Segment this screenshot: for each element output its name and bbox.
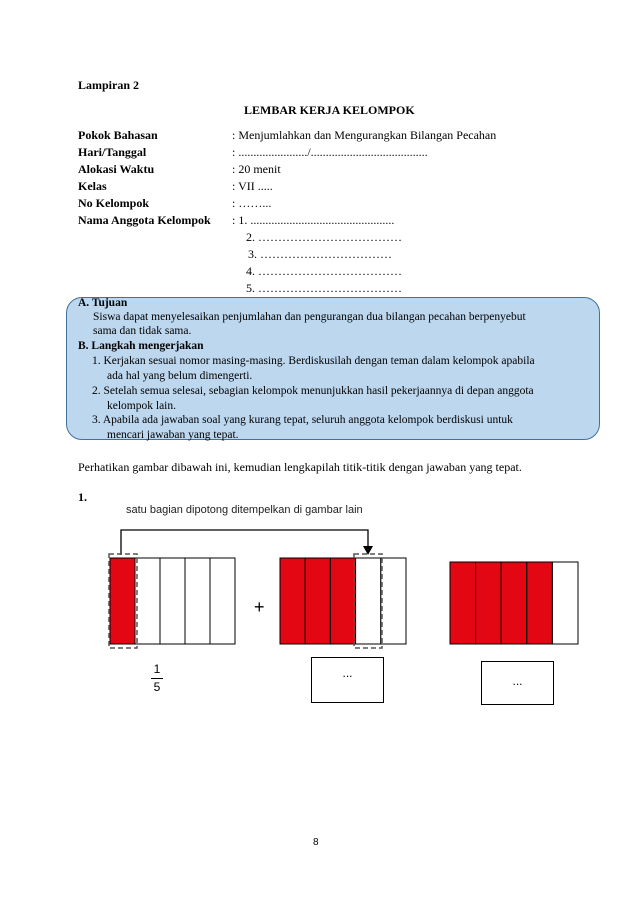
shaded-part [110, 558, 135, 644]
page-number: 8 [313, 837, 319, 848]
shaded-part [527, 562, 553, 644]
figure-caption: satu bagian dipotong ditempelkan di gambar lain [126, 504, 363, 516]
info-label-group: No Kelompok [78, 196, 150, 210]
question-number: 1. [78, 490, 87, 504]
member-line: 5. ……………………………… [246, 281, 402, 295]
answer-box-1[interactable] [311, 657, 384, 703]
info-value-date: : ......................./....................................... [232, 145, 428, 159]
info-value-members: : 1. ................................................ [232, 213, 395, 227]
shaded-part [501, 562, 527, 644]
info-value-class: : VII ..... [232, 179, 273, 193]
info-value-topic: : Menjumlahkan dan Mengurangkan Bilangan Pecahan [232, 128, 497, 142]
info-label-class: Kelas [78, 179, 107, 193]
shaded-part [280, 558, 305, 644]
plus-sign: + [254, 597, 265, 617]
shaded-part [305, 558, 330, 644]
unshaded-part [160, 558, 185, 644]
step-line: 1. Kerjakan sesuai nomor masing-masing. Berdiskusilah dengan teman dalam kelompok apabila [92, 355, 535, 367]
step-line: kelompok lain. [107, 400, 176, 412]
page-title: LEMBAR KERJA KELOMPOK [244, 103, 415, 117]
unshaded-part [135, 558, 160, 644]
fraction-bar [151, 678, 163, 679]
instruction-text: Perhatikan gambar dibawah ini, kemudian lengkapilah titik-titik dengan jawaban yang tepat. [78, 460, 522, 474]
section-b-title: B. Langkah mengerjakan [78, 340, 204, 352]
member-line: 3. …………………………… [248, 247, 392, 261]
shaded-part [450, 562, 476, 644]
answer-blank: ... [512, 674, 523, 688]
section-a-line: Siswa dapat menyelesaikan penjumlahan dan pengurangan dua bilangan pecahan berpenyebut [93, 311, 526, 323]
step-line: 3. Apabila ada jawaban soal yang kurang tepat, seluruh anggota kelompok berdiskusi untuk [92, 414, 513, 426]
info-label-topic: Pokok Bahasan [78, 128, 158, 142]
unshaded-part [552, 562, 578, 644]
info-label-members: Nama Anggota Kelompok [78, 213, 211, 227]
shaded-part [476, 562, 502, 644]
info-value-time: : 20 menit [232, 162, 281, 176]
unshaded-part [210, 558, 235, 644]
fraction-denominator: 5 [153, 680, 161, 694]
info-value-group: : ……... [232, 196, 272, 210]
appendix-label: Lampiran 2 [78, 78, 140, 92]
step-line: ada hal yang belum dimengerti. [107, 370, 253, 382]
section-a-line: sama dan tidak sama. [93, 325, 192, 337]
answer-box-2[interactable] [481, 661, 554, 705]
answer-blank: ... [342, 666, 353, 680]
unshaded-part [356, 558, 381, 644]
step-line: mencari jawaban yang tepat. [107, 429, 239, 441]
info-label-date: Hari/Tanggal [78, 145, 147, 159]
shaded-part [330, 558, 355, 644]
unshaded-part [185, 558, 210, 644]
member-line: 4. ……………………………… [246, 264, 402, 278]
unshaded-part [381, 558, 406, 644]
fraction-numerator: 1 [153, 662, 161, 676]
info-label-time: Alokasi Waktu [78, 162, 155, 176]
step-line: 2. Setelah semua selesai, sebagian kelompok menunjukkan hasil pekerjaannya di depan anggota [92, 385, 534, 397]
section-a-title: A. Tujuan [78, 297, 128, 309]
member-line: 2. ……………………………… [246, 230, 402, 244]
arrow-line [121, 530, 368, 555]
